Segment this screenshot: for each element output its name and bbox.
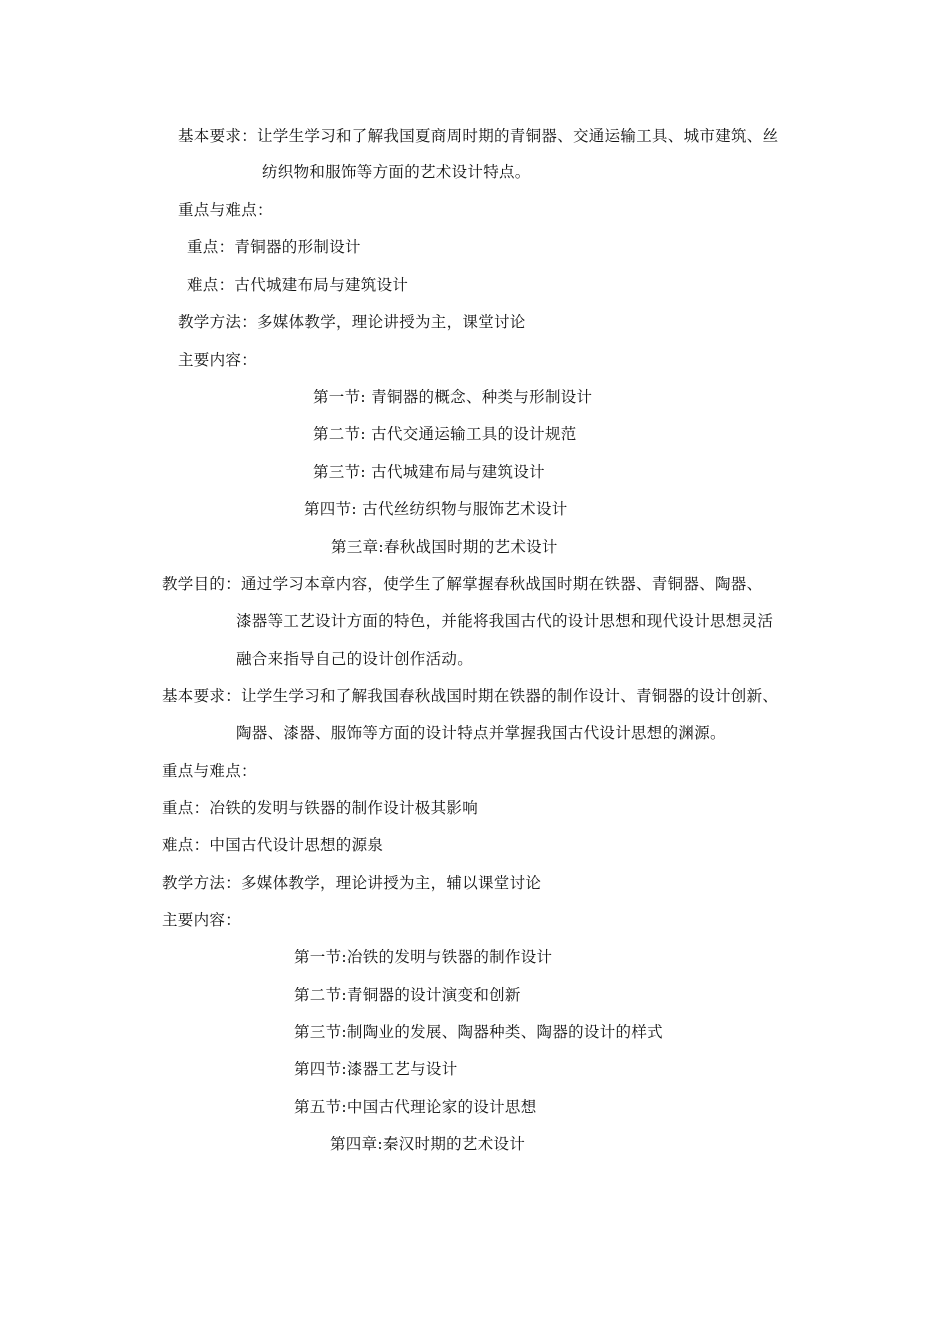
key-point: 重点：冶铁的发明与铁器的制作设计极其影响 <box>162 799 479 817</box>
section-item: 第一节: 青铜器的概念、种类与形制设计 <box>313 388 593 406</box>
basic-requirements-line-1: 基本要求：让学生学习和了解我国夏商周时期的青铜器、交通运输工具、城市建筑、丝 <box>178 127 779 145</box>
basic-requirements-line-2: 陶器、漆器、服饰等方面的设计特点并掌握我国古代设计思想的渊源。 <box>236 724 726 742</box>
teaching-method: 教学方法：多媒体教学，理论讲授为主，课堂讨论 <box>178 313 526 331</box>
main-content-heading: 主要内容： <box>162 911 242 929</box>
teaching-method: 教学方法：多媒体教学，理论讲授为主，辅以课堂讨论 <box>162 874 542 892</box>
section-item: 第二节: 古代交通运输工具的设计规范 <box>313 425 577 443</box>
key-difficult-heading: 重点与难点： <box>178 201 273 219</box>
difficult-point: 难点：中国古代设计思想的源泉 <box>162 836 384 854</box>
section-item: 第四节:漆器工艺与设计 <box>294 1060 458 1078</box>
section-item: 第五节:中国古代理论家的设计思想 <box>294 1098 537 1116</box>
teaching-goal-line-2: 漆器等工艺设计方面的特色，并能将我国古代的设计思想和现代设计思想灵活 <box>236 612 774 630</box>
basic-requirements-line-1: 基本要求：让学生学习和了解我国春秋战国时期在铁器的制作设计、青铜器的设计创新、 <box>162 687 779 705</box>
teaching-goal-line-1: 教学目的：通过学习本章内容，使学生了解掌握春秋战国时期在铁器、青铜器、陶器、 <box>162 575 763 593</box>
section-item: 第一节:冶铁的发明与铁器的制作设计 <box>294 948 553 966</box>
key-point: 重点：青铜器的形制设计 <box>187 238 361 256</box>
difficult-point: 难点：古代城建布局与建筑设计 <box>187 276 409 294</box>
chapter-title: 第三章:春秋战国时期的艺术设计 <box>331 538 558 556</box>
key-difficult-heading: 重点与难点： <box>162 762 257 780</box>
section-item: 第四节: 古代丝纺织物与服饰艺术设计 <box>304 500 568 518</box>
section-item: 第三节:制陶业的发展、陶器种类、陶器的设计的样式 <box>294 1023 663 1041</box>
chapter-title: 第四章:秦汉时期的艺术设计 <box>330 1135 526 1153</box>
teaching-goal-line-3: 融合来指导自己的设计创作活动。 <box>236 650 474 668</box>
basic-requirements-line-2: 纺织物和服饰等方面的艺术设计特点。 <box>262 163 531 181</box>
section-item: 第三节: 古代城建布局与建筑设计 <box>313 463 545 481</box>
section-item: 第二节:青铜器的设计演变和创新 <box>294 986 521 1004</box>
main-content-heading: 主要内容： <box>178 351 258 369</box>
